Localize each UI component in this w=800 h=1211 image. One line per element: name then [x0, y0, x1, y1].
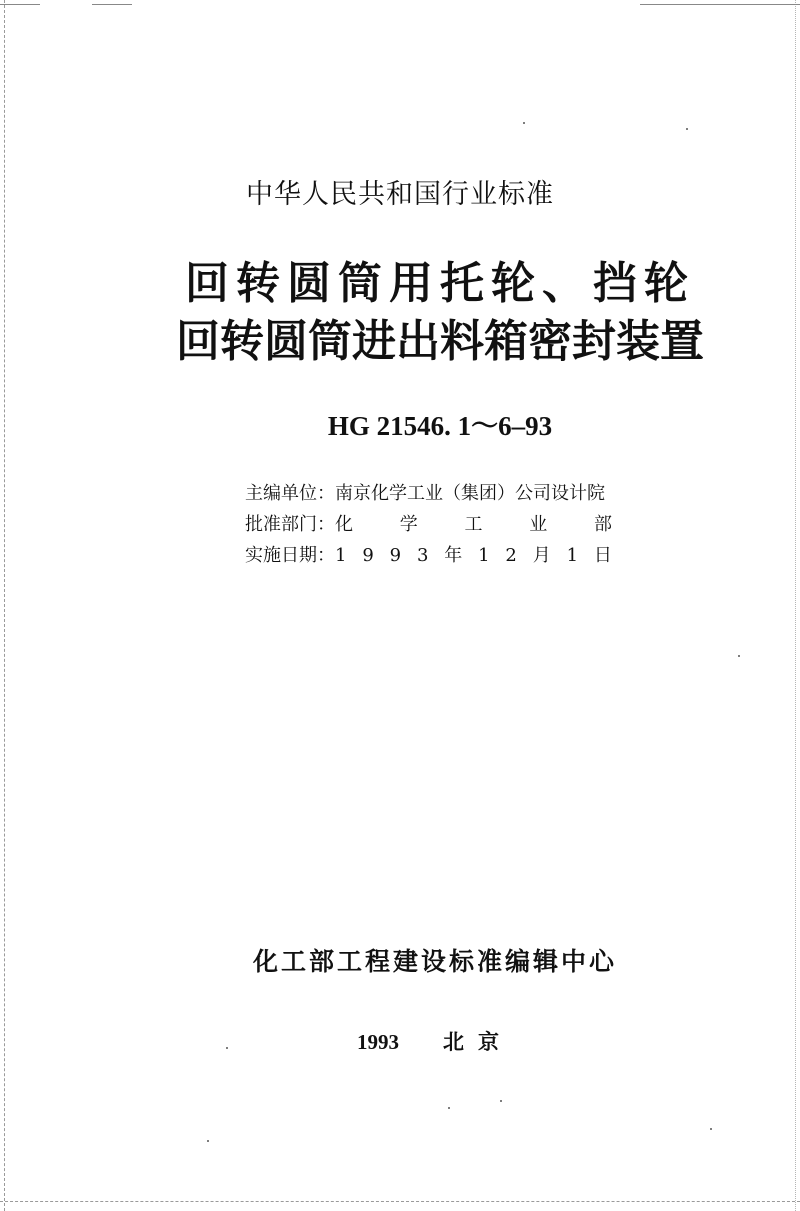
effective-date-char: 1	[566, 545, 579, 566]
effective-date-char: 月	[532, 545, 551, 566]
document-title-line-2: 回转圆筒进出料箱密封装置	[176, 316, 704, 367]
approver-label: 批准部门：	[245, 514, 335, 535]
scan-bottom-rule	[0, 1201, 800, 1202]
effective-date-char: 3	[416, 545, 429, 566]
effective-date-label: 实施日期：	[245, 545, 335, 566]
scan-top-rule	[0, 4, 40, 5]
effective-date-char: 年	[444, 545, 463, 566]
effective-date-char: 日	[593, 545, 612, 566]
scan-speck	[738, 655, 740, 657]
scan-speck	[448, 1107, 450, 1109]
approver-char: 业	[529, 514, 548, 535]
editor-value: 南京化学工业（集团）公司设计院	[335, 483, 605, 504]
editor-row	[245, 480, 635, 511]
scan-speck	[207, 1140, 209, 1142]
editor-label: 主编单位：	[245, 483, 335, 504]
effective-date-value	[335, 542, 612, 570]
effective-date-char: 9	[389, 545, 402, 566]
effective-date-char: 1	[478, 545, 490, 566]
scan-speck	[523, 122, 525, 124]
effective-date-char: 2	[505, 545, 517, 566]
effective-date-row	[245, 542, 635, 573]
document-title-line-1: 回转圆筒用托轮、挡轮	[185, 258, 695, 309]
standard-series-heading: 中华人民共和国行业标准	[246, 179, 554, 210]
approver-char: 学	[399, 514, 418, 535]
imprint	[0, 1026, 800, 1056]
publication-details	[245, 480, 635, 573]
approver-char: 部	[594, 514, 612, 535]
approver-value	[335, 511, 612, 539]
scan-speck	[710, 1128, 712, 1130]
scan-top-rule	[640, 4, 800, 5]
publisher-name: 化工部工程建设标准编辑中心	[252, 947, 617, 976]
approver-char: 工	[464, 514, 483, 535]
standard-code: HG 21546. 1～6–93	[327, 411, 553, 441]
approver-char: 化	[335, 514, 353, 535]
publication-city: 北京	[443, 1030, 513, 1054]
scan-top-rule	[92, 4, 132, 5]
effective-date-char: 9	[362, 545, 374, 566]
scan-speck	[500, 1100, 502, 1102]
publication-year: 1993	[357, 1030, 399, 1054]
approver-row	[245, 511, 635, 542]
scan-speck	[686, 128, 688, 130]
effective-date-char: 1	[335, 545, 347, 566]
